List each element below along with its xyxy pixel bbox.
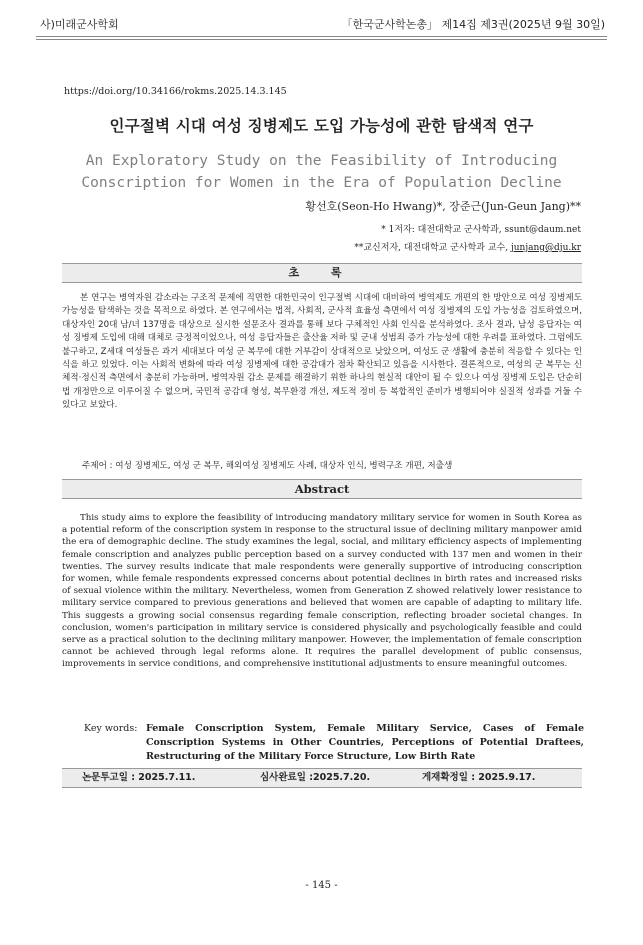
english-abstract-body: This study aims to explore the feasibility of introducing mandatory military service for women in South Korea as a potential reform of the conscription system in response to the structural issue of declining military manpower amid the era of demographic decline. The study examines the legal, social, and military efficiency aspects of implementing female conscription and analyzes public perception based on a survey conducted with 137 men and women in their twenties. The survey results indicate that male respondents were generally supportive of introducing conscription for women, while female respondents expressed concerns about potential declines in birth rates and increased risks of sexual violence within the military. Nevertheless, women from Generation Z showed relatively lower resistance to military service compared to previous generations and believed that women are capable of adapting to military life. This suggests a growing social consensus regarding female conscription, reflecting broader societal changes. In conclusion, women's participation in military service is considered physically and psychologically feasible and could serve as a practical solution to the declining military manpower. However, the implementation of female conscription cannot be achieved through legal reforms alone. It requires the parallel development of public consensus, improvements in service conditions, and comprehensive institutional adjustments to ensure meaningful outcomes. <box>62 513 582 670</box>
corresponding-author-affiliation <box>354 240 581 253</box>
journal-citation: 「한국군사학논총」 제14집 제3권(2025년 9월 30일) <box>341 18 605 31</box>
english-keywords-label: Key words: <box>84 723 138 734</box>
english-keywords-text: Female Conscription System, Female Military Service, Cases of Female Conscription Systems in Other Countries, Perceptions of Potential Draftees, Restructuring of the Military Force Structure, Low Birth Rate <box>146 723 584 762</box>
first-author-affiliation: * 1저자: 대전대학교 군사학과, ssunt@daum.net <box>381 225 581 235</box>
author-line: 황선호(Seon-Ho Hwang)*, 장준근(Jun-Geun Jang)** <box>305 200 581 213</box>
title-english: An Exploratory Study on the Feasibility of Introducing Conscription for Women in the Era of Population Decline <box>81 153 562 191</box>
society-name: 사)미래군사학회 <box>40 18 119 31</box>
running-header <box>0 0 643 40</box>
korean-abstract-heading: 초 록 <box>62 263 582 283</box>
doi-link[interactable]: https://doi.org/10.34166/rokms.2025.14.3.145 <box>64 86 287 97</box>
accepted-date: 게재확정일 : 2025.9.17. <box>422 772 536 783</box>
page-number: - 145 - <box>305 880 338 891</box>
header-rule <box>36 36 607 40</box>
corresponding-affiliation-text: **교신저자, 대전대학교 군사학과 교수, <box>354 243 511 253</box>
reviewed-date: 심사완료일 :2025.7.20. <box>260 772 371 783</box>
english-abstract-heading: Abstract <box>62 479 582 499</box>
korean-keywords: 주제어 : 여성 징병제도, 여성 군 복무, 해외여성 징병제도 사례, 대상자 인식, 병력구조 개편, 저출생 <box>82 461 453 471</box>
korean-abstract-body: 본 연구는 병역자원 감소라는 구조적 문제에 직면한 대한민국이 인구절벽 시대에 대비하여 병역제도 개편의 한 방안으로 여성 징병제도 가능성을 탐색하는 것을 목적으로 하였다. 본 연구에서는 법적, 사회적, 군사적 효율성 측면에서 여성 징병제의 도입 가능성을 검토하였으며, 대상자인 20대 남/녀 137명을 대상으로 실시한 설문조사 결과를 통해 보다 구체적인 사회 인식을 분석하였다. 조사 결과, 남성 응답자는 여성 징병제 도입에 대해 대체로 긍정적이었으나, 여성 응답자들은 출산율 저하 및 군내 성범죄 증가 가능성에 대한 우려를 표하였다. 그럼에도 불구하고, Z세대 여성들은 과거 세대보다 여성 군 복무에 대한 거부감이 상대적으로 낮았으며, 여성도 군 생활에 충분히 적응할 수 있다는 인식을 하고 있었다. 이는 사회적 변화에 따라 여성 징병제에 대한 공감대가 점차 확산되고 있음을 시사한다. 결론적으로, 여성의 군 복무는 신체적·정신적 측면에서 충분히 가능하며, 병역자원 감소 문제를 해결하기 위한 하나의 현실적 대안이 될 수 있으나 여성 징병제 도입은 단순히 법 개정만으로 이루어질 수 없으며, 국민적 공감대 형성, 복무환경 개선, 제도적 정비 등 복합적인 준비가 병행되어야 실질적 성과를 거둘 수 있다고 보았다. <box>62 293 582 411</box>
submitted-date: 논문투고일 : 2025.7.11. <box>82 772 196 783</box>
corresponding-email-link[interactable]: junjang@dju.kr <box>510 243 581 253</box>
english-keywords <box>84 722 584 764</box>
title-korean: 인구절벽 시대 여성 징병제도 도입 가능성에 관한 탐색적 연구 <box>109 117 534 135</box>
publication-dates <box>62 768 582 788</box>
